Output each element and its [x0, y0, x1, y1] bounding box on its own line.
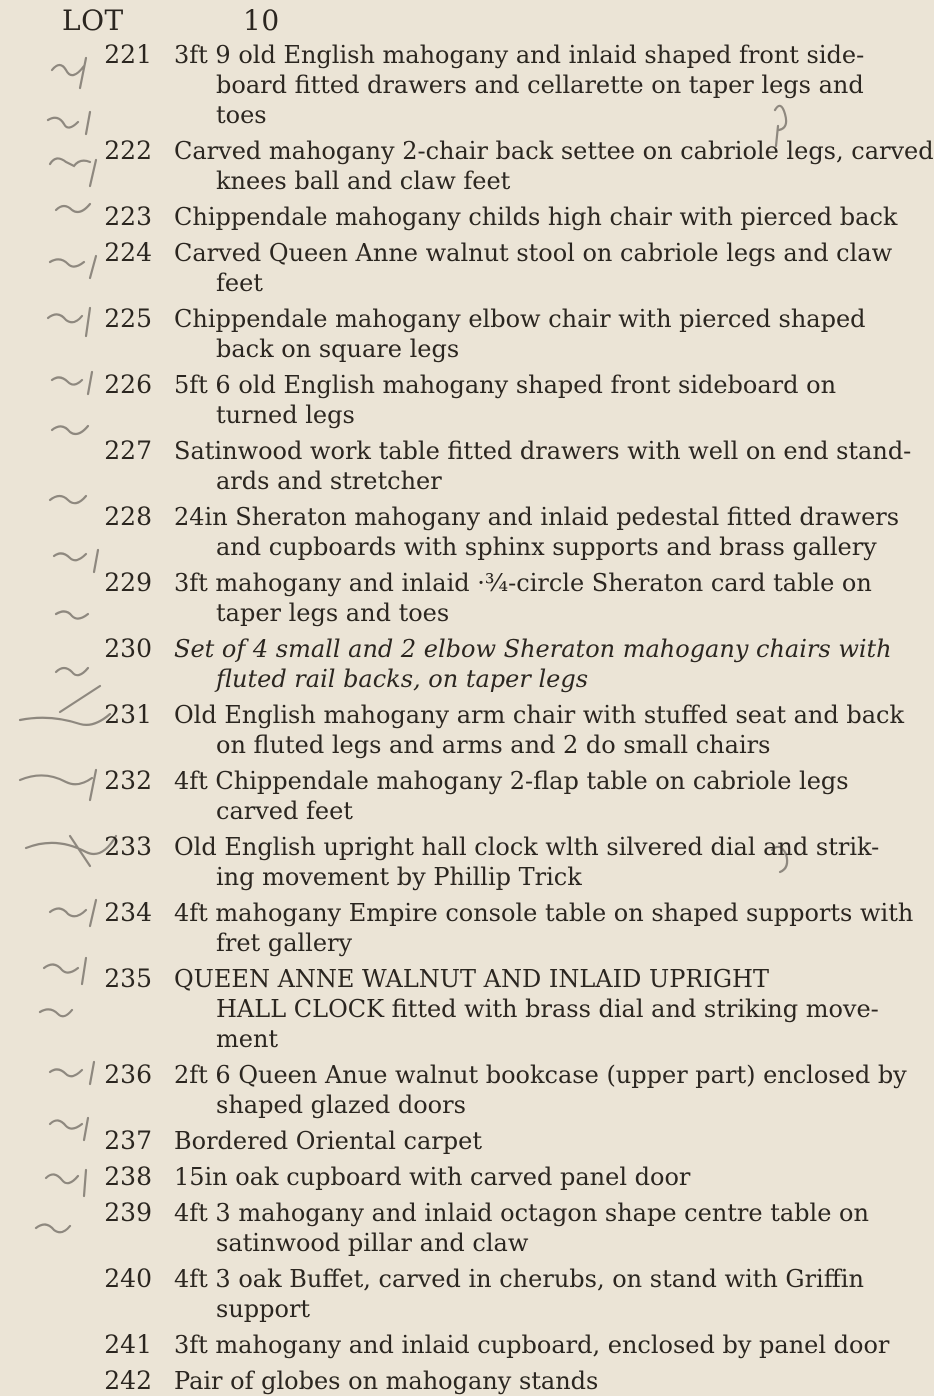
lot-description-line: 3ft mahogany and inlaid ·¾-circle Sheraton card table on — [174, 569, 872, 597]
lot-description — [174, 502, 900, 562]
lot-description-line: and cupboards with sphinx supports and brass gallery — [216, 533, 877, 561]
lot-description-line: QUEEN ANNE WALNUT AND INLAID UPRIGHT — [174, 965, 769, 993]
lot-description-line: Chippendale mahogany elbow chair with pierced shaped — [174, 305, 866, 333]
lot-description-line: Chippendale mahogany childs high chair with pierced back — [174, 203, 898, 231]
lot-description-line: turned legs — [216, 401, 355, 429]
lot-description-line: 2ft 6 Queen Anue walnut bookcase (upper part) enclosed by — [174, 1061, 907, 1089]
lot-description-line: shaped glazed doors — [216, 1091, 466, 1119]
lot-description — [174, 898, 914, 958]
lot-description-line: ing movement by Phillip Trick — [216, 863, 582, 891]
lot-description — [174, 1264, 864, 1324]
lot-number: 230 — [104, 634, 152, 663]
lot-description-line: HALL CLOCK fitted with brass dial and striking move- — [216, 995, 879, 1023]
lot-description-line: Old English mahogany arm chair with stuffed seat and back — [174, 701, 905, 729]
lot-description-line: support — [216, 1295, 311, 1323]
lot-description — [174, 568, 872, 628]
lot-description-line: feet — [216, 269, 263, 297]
lot-description — [174, 1060, 907, 1120]
lot-number: 225 — [104, 304, 152, 333]
lot-description-line: Carved Queen Anne walnut stool on cabriole legs and claw — [174, 239, 893, 267]
lot-number: 227 — [104, 436, 152, 465]
lot-description-line: 4ft mahogany Empire console table on shaped supports with — [174, 899, 914, 927]
lot-description-line: 3ft mahogany and inlaid cupboard, enclosed by panel door — [174, 1331, 890, 1359]
lot-description — [174, 1162, 764, 1192]
lot-number: 224 — [104, 238, 152, 267]
lot-description-line: Pair of globes on mahogany stands — [174, 1367, 599, 1395]
lot-description — [174, 238, 893, 298]
lot-number: 223 — [104, 202, 152, 231]
lot-number: 232 — [104, 766, 152, 795]
lot-description-line: 5ft 6 old English mahogany shaped front sideboard on — [174, 371, 837, 399]
lot-number: 242 — [104, 1366, 152, 1395]
lot-description-line: 4ft Chippendale mahogany 2-flap table on cabriole legs — [174, 767, 849, 795]
lot-number: 222 — [104, 136, 152, 165]
lot-description — [174, 1198, 869, 1258]
lot-number: 226 — [104, 370, 152, 399]
lot-description-line: back on square legs — [216, 335, 460, 363]
lot-description-line: Satinwood work table fitted drawers with well on end stand- — [174, 437, 912, 465]
lot-description — [174, 370, 837, 430]
lot-description-line: fluted rail backs, on taper legs — [216, 665, 589, 693]
lot-number: 235 — [104, 964, 152, 993]
lot-number: 238 — [104, 1162, 152, 1191]
lot-number: 233 — [104, 832, 152, 861]
lot-description-line: 3ft 9 old English mahogany and inlaid shaped front side- — [174, 41, 865, 69]
lot-description-line: knees ball and claw feet — [216, 167, 511, 195]
lot-number: 241 — [104, 1330, 152, 1359]
lot-number: 228 — [104, 502, 152, 531]
lot-description — [174, 1330, 890, 1360]
lot-description-line: 4ft 3 mahogany and inlaid octagon shape centre table on — [174, 1199, 869, 1227]
page-number: 10 — [243, 4, 280, 37]
lot-description-line: Set of 4 small and 2 elbow Sheraton mahogany chairs with — [174, 635, 892, 663]
lot-description-line: Bordered Oriental carpet — [174, 1127, 482, 1155]
lot-description — [174, 136, 934, 196]
lot-description — [174, 634, 892, 694]
lot-description-line: toes — [216, 101, 267, 129]
lot-number: 234 — [104, 898, 152, 927]
lot-description-line: ment — [216, 1025, 279, 1053]
lot-description-line: Carved mahogany 2-chair back settee on cabriole legs, carved — [174, 137, 934, 165]
lot-number: 240 — [104, 1264, 152, 1293]
lot-number: 237 — [104, 1126, 152, 1155]
lot-description — [174, 700, 905, 760]
lot-description — [174, 202, 898, 232]
lot-description — [174, 40, 865, 130]
lot-column-header: LOT — [62, 4, 124, 37]
lot-description-line: board fitted drawers and cellarette on taper legs and — [216, 71, 864, 99]
lot-description-line: 4ft 3 oak Buffet, carved in cherubs, on stand with Griffin — [174, 1265, 864, 1293]
lot-description-line: 24in Sheraton mahogany and inlaid pedestal fitted drawers — [174, 503, 900, 531]
lot-description — [174, 766, 849, 826]
lot-description — [174, 436, 912, 496]
lot-description-line: 15in oak cupboard with carved panel door — [174, 1163, 691, 1191]
lot-number: 236 — [104, 1060, 152, 1089]
lot-description — [174, 304, 866, 364]
lot-description — [174, 964, 879, 1054]
lot-description-line: satinwood pillar and claw — [216, 1229, 529, 1257]
lot-description — [174, 1366, 764, 1396]
lot-number: 239 — [104, 1198, 152, 1227]
lot-description-line: carved feet — [216, 797, 353, 825]
lot-description — [174, 832, 880, 892]
lot-description-line: ards and stretcher — [216, 467, 442, 495]
lot-description-line: taper legs and toes — [216, 599, 450, 627]
lot-number: 229 — [104, 568, 152, 597]
lot-description-line: Old English upright hall clock wlth silvered dial and strik- — [174, 833, 880, 861]
lot-number: 221 — [104, 40, 152, 69]
lot-number: 231 — [104, 700, 152, 729]
lot-description-line: fret gallery — [216, 929, 353, 957]
lot-description — [174, 1126, 764, 1156]
lot-description-line: on fluted legs and arms and 2 do small chairs — [216, 731, 771, 759]
